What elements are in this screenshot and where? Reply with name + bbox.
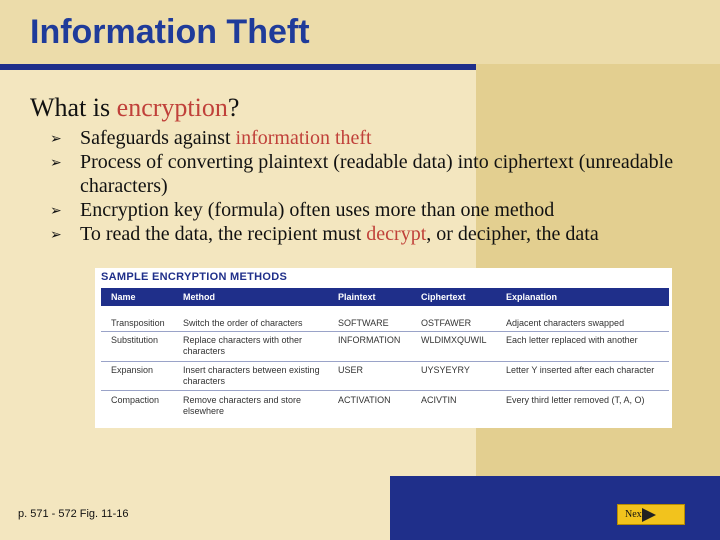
table-cell: Adjacent characters swapped bbox=[506, 318, 625, 328]
table-cell: USER bbox=[338, 365, 364, 375]
table-cell: Expansion bbox=[111, 365, 154, 375]
slide-title: Information Theft bbox=[30, 13, 310, 51]
row-divider bbox=[101, 361, 669, 362]
bullet-item bbox=[50, 126, 710, 150]
encryption-methods-table bbox=[95, 268, 672, 428]
bullet-list bbox=[50, 126, 710, 246]
bullet-accent: information theft bbox=[235, 127, 372, 149]
bullet-text: Encryption key (formula) often uses more than one method bbox=[80, 199, 555, 221]
figure-reference: p. 571 - 572 Fig. 11-16 bbox=[18, 508, 129, 520]
table-cell: ACIVTIN bbox=[421, 395, 457, 405]
bullet-item bbox=[50, 198, 710, 222]
question-suffix: ? bbox=[227, 93, 240, 122]
bullet-accent: decrypt bbox=[366, 223, 427, 245]
arrow-bullet-icon: ➢ bbox=[50, 227, 62, 243]
table-cell: Substitution bbox=[111, 335, 159, 345]
bullet-item bbox=[50, 150, 710, 198]
question-heading bbox=[30, 92, 239, 124]
table-cell: WLDIMXQUWIL bbox=[421, 335, 487, 345]
table-header-row bbox=[101, 288, 669, 306]
table-cell: Replace characters with other characters bbox=[183, 335, 303, 356]
table-cell: Remove characters and store elsewhere bbox=[183, 395, 302, 416]
table-cell: Each letter replaced with another bbox=[506, 335, 638, 345]
table-cell: Every third letter removed (T, A, O) bbox=[506, 395, 645, 405]
bullet-text: To read the data, the recipient must bbox=[80, 223, 367, 245]
table-cell: UYSYEYRY bbox=[421, 365, 470, 375]
arrow-bullet-icon: ➢ bbox=[50, 131, 62, 147]
question-prefix: What is bbox=[30, 93, 117, 122]
bullet-text: Process of converting plaintext (readable data) into ciphertext (unreadable characters) bbox=[80, 151, 674, 197]
next-label: Next bbox=[625, 509, 645, 520]
header-ciphertext: Ciphertext bbox=[421, 292, 466, 302]
header-explanation: Explanation bbox=[506, 292, 558, 302]
table-cell: ACTIVATION bbox=[338, 395, 391, 405]
question-accent: encryption bbox=[116, 93, 228, 122]
play-arrow-icon bbox=[642, 508, 656, 522]
bullet-text: Safeguards against bbox=[80, 127, 236, 149]
arrow-bullet-icon: ➢ bbox=[50, 155, 62, 171]
row-divider bbox=[101, 331, 669, 332]
table-title: SAMPLE ENCRYPTION METHODS bbox=[101, 271, 288, 283]
arrow-bullet-icon: ➢ bbox=[50, 203, 62, 219]
row-divider bbox=[101, 390, 669, 391]
header-method: Method bbox=[183, 292, 215, 302]
title-underline bbox=[0, 64, 476, 70]
table-cell: INFORMATION bbox=[338, 335, 401, 345]
table-cell: SOFTWARE bbox=[338, 318, 389, 328]
next-button[interactable] bbox=[617, 504, 685, 525]
table-cell: Insert characters between existing characters bbox=[183, 365, 320, 386]
table-cell: Switch the order of characters bbox=[183, 318, 303, 328]
header-plaintext: Plaintext bbox=[338, 292, 376, 302]
bullet-item bbox=[50, 222, 710, 246]
header-name: Name bbox=[111, 292, 136, 302]
bullet-suffix: , or decipher, the data bbox=[426, 223, 599, 245]
table-cell: OSTFAWER bbox=[421, 318, 472, 328]
table-cell: Letter Y inserted after each character bbox=[506, 365, 655, 375]
table-cell: Compaction bbox=[111, 395, 160, 405]
table-cell: Transposition bbox=[111, 318, 165, 328]
